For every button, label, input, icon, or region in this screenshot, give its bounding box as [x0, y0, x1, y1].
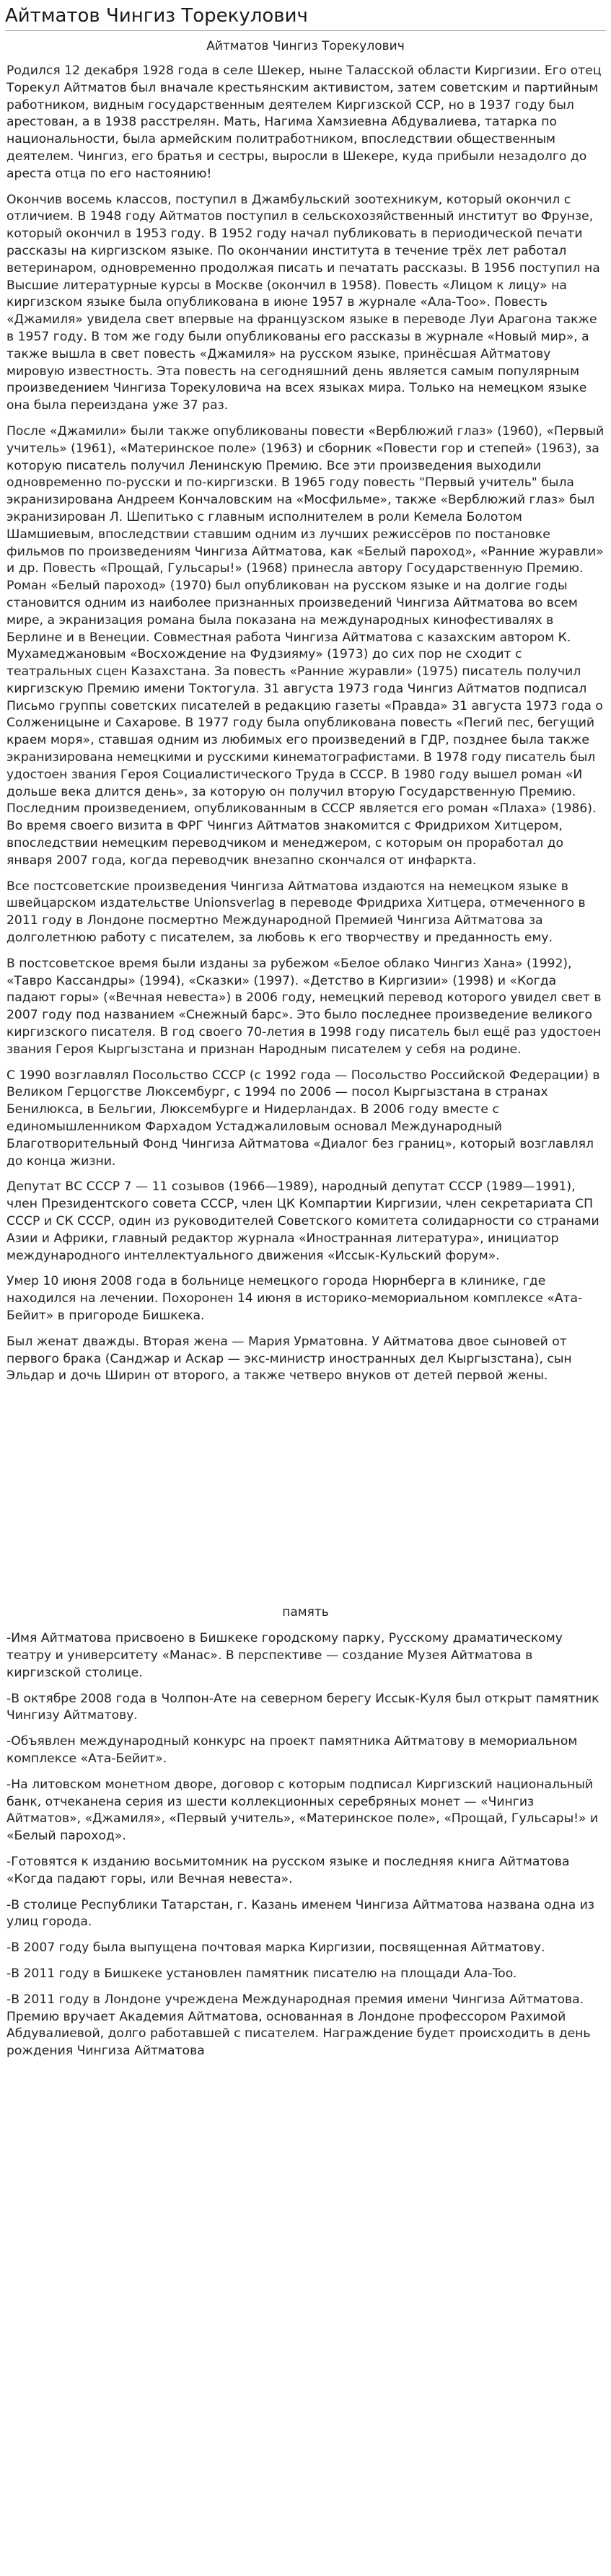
memory-list-item: -В 2007 году была выпущена почтовая марка Киргизии, посвященная Айтматову.: [6, 1940, 545, 1956]
title-divider: [5, 30, 606, 31]
biography-paragraph: Депутат ВС СССР 7 — 11 созывов (1966—1989), народный депутат СССР (1989—1991), член Президентского совета СССР, член ЦК Компартии Киргизии, член секретариата СП СССР и СК СССР, один из руководителей Советского комитета солидарности со странами Азии и Африки, главный редактор журнала «Иностранная литература», инициатор международного интеллектуального движения «Иссык-Кульский форум».: [6, 1179, 599, 1263]
memory-list-item: -В октябре 2008 года в Чолпон-Ате на северном берегу Иссык-Куля был открыт памятник Чингизу Айтматову.: [6, 1691, 599, 1723]
memory-list-item: -В столице Республики Татарстан, г. Казань именем Чингиза Айтматова названа одна из улиц города.: [6, 1897, 595, 1930]
biography-paragraph: Умер 10 июня 2008 года в больнице немецкого города Нюрнберга в клинике, где находился на лечении. Похоронен 14 июня в историко-мемориальном комплексе «Ата-Бейит» в пригороде Бишкека.: [6, 1274, 583, 1323]
biography-paragraph: Родился 12 декабря 1928 года в селе Шекер, ныне Таласской области Киргизии. Его отец Торекул Айтматов был вначале крестьянским активистом, затем советским и партийным работником, видным государственным деятелем Киргизской ССР, но в 1937 году был арестован, а в 1938 расстрелян. Мать, Нагима Хамзиевна Абдувалиева, татарка по национальности, была армейским политработником, впоследствии общественным деятелем. Чингиз, его братья и сестры, выросли в Шекере, куда прибыли незадолго до ареста отца по его настоянию!: [6, 63, 602, 181]
memory-list-item: -Объявлен международный конкурс на проект памятника Айтматову в мемориальном комплексе «Ата-Бейит».: [6, 1734, 578, 1766]
page-title: Айтматов Чингиз Торекулович: [5, 5, 308, 27]
memory-list-item: -Имя Айтматова присвоено в Бишкеке городскому парку, Русскому драматическому театру и университету «Манас». В перспективе — создание Музея Айтматова в киргизской столице.: [6, 1631, 563, 1680]
biography-paragraph: Окончив восемь классов, поступил в Джамбульский зоотехникум, который окончил с отличием. В 1948 году Айтматов поступил в сельскохозяйственный институт во Фрунзе, который окончил в 1953 году. В 1952 году начал публиковать в периодической печати рассказы на киргизском языке. По окончании института в течение трёх лет работал ветеринаром, одновременно продолжая писать и печатать рассказы. В 1956 поступил на Высшие литературные курсы в Москве (окончил в 1958). Повесть «Лицом к лицу» на киргизском языке была опубликована в июне 1957 в журнале «Ала-Тоо». Повесть «Джамиля» увидела свет впервые на французском языке в переводе Луи Арагона также в 1957 году. В том же году были опубликованы его рассказы в журнале «Новый мир», а также вышла в свет повесть «Джамиля» на русском языке, принёсшая Айтматову мировую известность. Эта повесть на сегодняшний день является самым популярным произведением Чингиза Торекуловича на всех языках мира. Только на немецком языке она была переиздана уже 37 раз.: [6, 192, 600, 413]
memory-list-item: -Готовятся к изданию восьмитомник на русском языке и последняя книга Айтматова «Когда падают горы, или Вечная невеста».: [6, 1854, 570, 1886]
article-subtitle: Айтматов Чингиз Торекулович: [206, 39, 405, 53]
blank-space: [6, 1394, 605, 1604]
article-body: [0, 63, 611, 2060]
biography-paragraph: После «Джамили» были также опубликованы повести «Верблюжий глаз» (1960), «Первый учитель» (1961), «Материнское поле» (1963) и сборник «Повести гор и степей» (1963), за которую писатель получил Ленинскую Премию. Все эти произведения выходили одновременно по-русски и по-киргизски. В 1965 году повесть "Первый учитель" была экранизирована Андреем Кончаловским на «Мосфильме», также «Верблюжий глаз» был экранизирован Л. Шепитько с главным исполнителем в роли Кемела Болотом Шамшиевым, впоследствии ставшим одним из лучших режиссёров по постановке фильмов по произведениям Чингиза Айтматова, как «Белый пароход», «Ранние журавли» и др. Повесть «Прощай, Гульсары!» (1968) принесла автору Государственную Премию. Роман «Белый пароход» (1970) был опубликован на русском языке и на долгие годы становится одним из наиболее признанных произведений Чингиза Айтматова во всем мире, а экранизация романа была показана на международных кинофестивалях в Берлине и в Венеции. Совместная работа Чингиза Айтматова с казахским автором К. Мухамеджановым «Восхождение на Фудзияму» (1973) до сих пор не сходит с театральных сцен Казахстана. За повесть «Ранние журавли» (1975) писатель получил киргизскую Премию имени Токтогула. 31 августа 1973 года Чингиз Айтматов подписал Письмо группы советских писателей в редакцию газеты «Правда» 31 августа 1973 года о Солженицыне и Сахарове. В 1977 году была опубликована повесть «Пегий пес, бегущий краем моря», ставшая одним из любимых его произведений в ГДР, позднее была также экранизирована немецкими и русскими кинематографистами. В 1978 году писатель был удостоен звания Героя Социалистического Труда в СССР. В 1980 году вышел роман «И дольше века длится день», за которую он получил вторую Государственную Премию. Последним произведением, опубликованным в СССР является его роман «Плаха» (1986). Во время своего визита в ФРГ Чингиз Айтматов знакомится с Фридрихом Хитцером, впоследствии немецким переводчиком и менеджером, с которым он проработал до января 2007 года, когда переводчик внезапно скончался от инфаркта.: [6, 423, 605, 868]
biography-paragraph: В постсоветское время были изданы за рубежом «Белое облако Чингиз Хана» (1992), «Тавро Кассандры» (1994), «Сказки» (1997). «Детство в Киргизии» (1998) и «Когда падают горы» («Вечная невеста») в 2006 году, немецкий перевод которого увидел свет в 2007 году под названием «Снежный барс». Это было последнее произведение великого киргизского писателя. В год своего 70-летия в 1998 году писатель был ещё раз удостоен звания Героя Кыргызстана и признан Народным писателем у себя на родине.: [6, 956, 602, 1057]
biography-paragraph: Все постсоветские произведения Чингиза Айтматова издаются на немецком языке в швейцарском издательстве Unionsverlag в переводе Фридриха Хитцера, отмеченного в 2011 году в Лондоне посмертно Международной Премией Чингиза Айтматова за долголетнюю работу с писателем, за любовь к его творчеству и преданность ему.: [6, 879, 586, 946]
memory-list-item: -В 2011 году в Лондоне учреждена Международная премия имени Чингиза Айтматова. Премию вручает Академия Айтматова, основанная в Лондоне профессором Рахимой Абдувалиевой, долго работавшей с писателем. Награждение будет происходить в день рождения Чингиза Айтматова: [6, 1992, 591, 2059]
biography-paragraph: С 1990 возглавлял Посольство СССР (с 1992 года — Посольство Российской Федерации) в Великом Герцогстве Люксембург, с 1994 по 2006 — посол Кыргызстана в странах Бенилюкса, в Бельгии, Люксембурге и Нидерландах. В 2006 году вместе с единомышленником Фархадом Устаджалиловым основал Международный Благотворительный Фонд Чингиза Айтматова «Диалог без границ», который возглавлял до конца жизни.: [6, 1068, 600, 1169]
memory-list-item: -В 2011 году в Бишкеке установлен памятник писателю на площади Ала-Too.: [6, 1966, 517, 1981]
biography-paragraph: Был женат дважды. Вторая жена — Мария Урматовна. У Айтматова двое сыновей от первого брака (Санджар и Аскар — экс-министр иностранных дел Кыргызстана), сын Эльдар и дочь Ширин от второго, а также четверо внуков от детей первой жены.: [6, 1334, 572, 1384]
memory-section-heading: память: [282, 1605, 329, 1620]
memory-list-item: -На литовском монетном дворе, договор с которым подписал Киргизский национальный банк, отчеканена серия из шести коллекционных серебряных монет — «Чингиз Айтматов», «Джамиля», «Первый учитель», «Материнское поле», «Прощай, Гульсары!» и «Белый пароход».: [6, 1777, 599, 1844]
